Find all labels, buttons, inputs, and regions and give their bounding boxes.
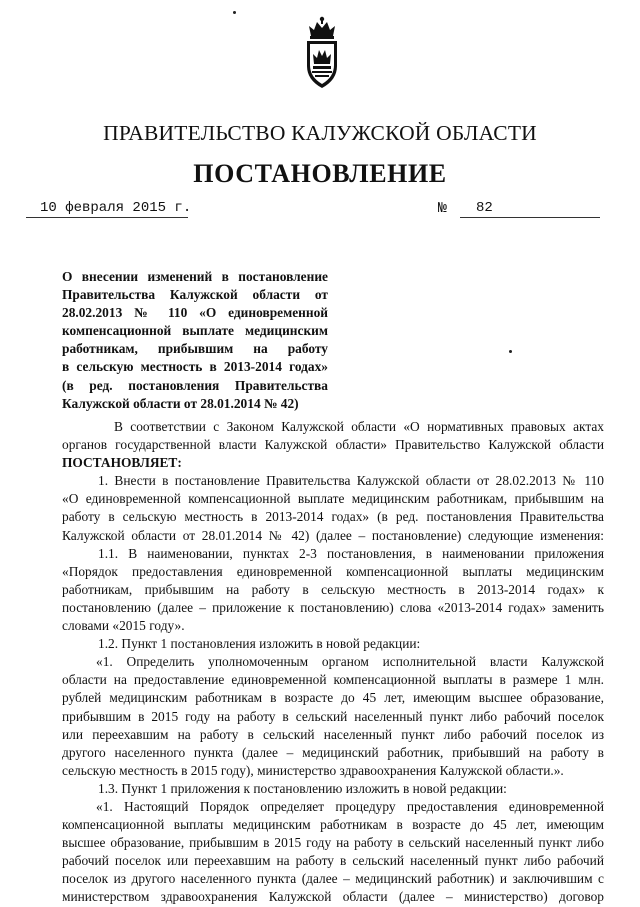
body-line: министерством здравоохранения Калужской области (далее – министерство) договор bbox=[62, 889, 604, 905]
body-line: 1. Внести в постановление Правительства Калужской области от 28.02.2013 № 110 bbox=[98, 473, 604, 489]
body-line: рабочий поселок или переехавшим на работу в сельский населенный пункт либо рабочий bbox=[62, 853, 604, 869]
body-line: 1.3. Пункт 1 приложения к постановлению изложить в новой редакции: bbox=[98, 780, 507, 796]
body-line: Калужской области от 28.01.2014 № 42) (далее – постановление) следующие изменения: bbox=[62, 527, 604, 543]
document-type-title: ПОСТАНОВЛЕНИЕ bbox=[193, 159, 447, 188]
subject-line: работникам, прибывшим на работу bbox=[62, 341, 328, 357]
body-line: 1.1. В наименовании, пунктах 2-3 постановления, в наименовании приложения bbox=[98, 545, 604, 561]
body-line-resolves: ПОСТАНОВЛЯЕТ: bbox=[62, 455, 182, 471]
document-subject bbox=[62, 268, 328, 413]
number-label: № bbox=[438, 200, 448, 217]
body-line: органов государственной власти Калужской области» Правительство Калужской области bbox=[62, 437, 604, 453]
document-date: 10 февраля 2015 г. bbox=[40, 200, 192, 216]
body-line: компенсационной выплаты медицинским работникам в возрасте до 45 лет, имеющим bbox=[62, 817, 604, 833]
kaluga-coat-of-arms-icon bbox=[303, 14, 341, 92]
body-line: поселок из другого населенного пункта (далее – медицинский работник) и заключившим с bbox=[62, 871, 604, 887]
body-line: прибывшим в 2015 году на работу в сельский населенный пункт либо рабочий поселок bbox=[62, 708, 604, 724]
body-line: области на предоставление единовременной компенсационной выплаты в размере 1 млн. bbox=[62, 672, 604, 688]
body-line: работникам, прибывшим на работу в сельскую местность в 2013-2014 годах» к bbox=[62, 581, 604, 597]
scan-speck bbox=[233, 11, 236, 14]
body-line: «1. Настоящий Порядок определяет процедуру предоставления единовременной bbox=[96, 798, 604, 814]
document-body bbox=[62, 418, 604, 907]
body-line: рублей медицинским работникам в возрасте до 45 лет, имеющим высшее образование, bbox=[62, 690, 604, 706]
body-line: высшее образование, прибывшим в 2015 году на работу в сельский населенный пункт либо bbox=[62, 835, 604, 851]
subject-line: в сельскую местность в 2013-2014 годах» bbox=[62, 359, 328, 375]
subject-line: Правительства Калужской области от bbox=[62, 287, 328, 303]
body-line: «О единовременной компенсационной выплате медицинским работникам, прибывшим на bbox=[62, 491, 604, 507]
body-line: работу в сельскую местность в 2013-2014 годах» (в ред. постановления Правительства bbox=[62, 509, 604, 525]
body-line: постановлению (далее – приложение к постановлению) слова «2013-2014 годах» заменить bbox=[62, 599, 604, 615]
body-line: 1.2. Пункт 1 постановления изложить в новой редакции: bbox=[98, 636, 421, 652]
subject-line: Калужской области от 28.01.2014 № 42) bbox=[62, 395, 299, 411]
subject-line: О внесении изменений в постановление bbox=[62, 269, 328, 284]
body-line: другого населенного пункта (далее – медицинский работник, прибывший на работу в bbox=[62, 744, 604, 760]
subject-line: компенсационной выплате медицинским bbox=[62, 323, 328, 339]
body-line: сельскую местность в 2015 году), министерство здравоохранения Калужской области.». bbox=[62, 762, 564, 778]
number-underline bbox=[460, 217, 600, 218]
government-name: ПРАВИТЕЛЬСТВО КАЛУЖСКОЙ ОБЛАСТИ bbox=[103, 121, 537, 145]
body-line: или переехавшим на работу в сельский населенный пункт либо рабочий поселок из bbox=[62, 726, 604, 742]
body-line: «1. Определить уполномоченным органом исполнительной власти Калужской bbox=[96, 654, 604, 670]
subject-line: (в ред. постановления Правительства bbox=[62, 377, 328, 393]
body-line: словами «2015 году». bbox=[62, 618, 185, 634]
scan-speck bbox=[509, 350, 512, 353]
subject-line: 28.02.2013 № 110 «О единовременной bbox=[62, 305, 328, 321]
document-number: 82 bbox=[476, 200, 493, 216]
body-line: «Порядок предоставления единовременной компенсационной выплаты медицинским bbox=[62, 563, 604, 579]
body-line: В соответствии с Законом Калужской области «О нормативных правовых актах bbox=[114, 419, 604, 434]
date-underline bbox=[26, 217, 188, 218]
